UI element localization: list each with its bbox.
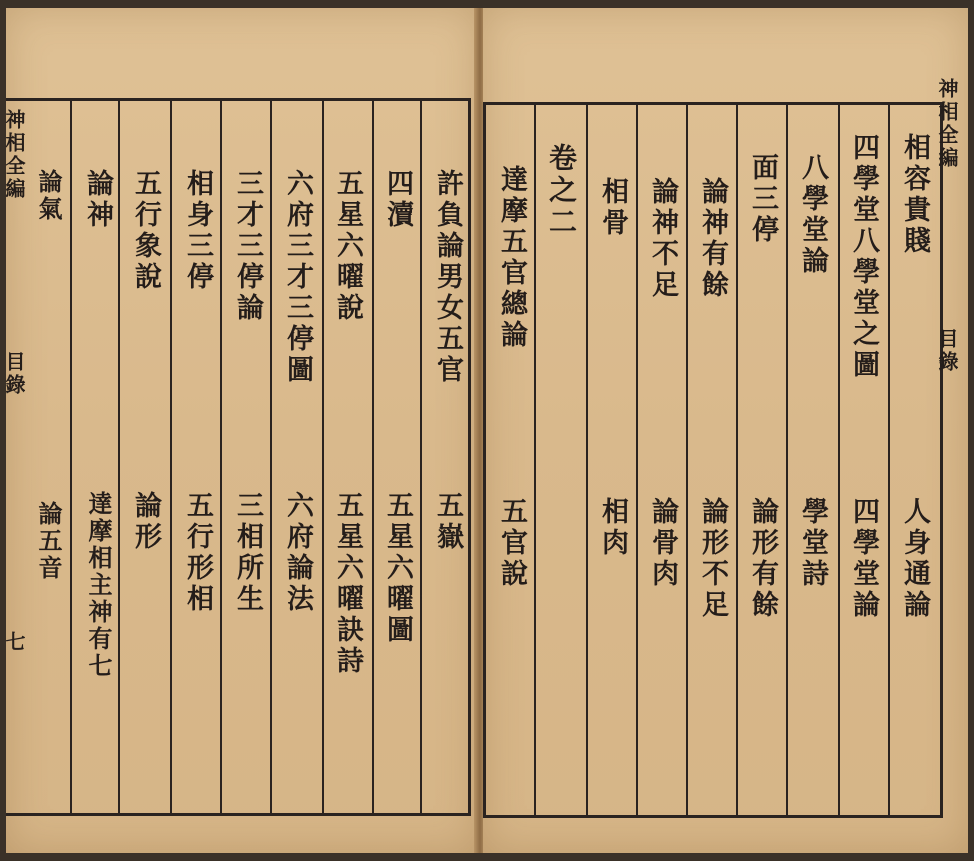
left-col-2-upper: 四瀆 <box>382 169 413 231</box>
left-col-4-upper: 六府三才三停圖 <box>282 169 313 386</box>
right-col-6 <box>639 105 687 815</box>
left-col-8-lower: 達摩相主神有七 <box>84 491 113 680</box>
right-col-5-upper: 論神有餘 <box>697 177 728 301</box>
right-col-9-lower: 五官說 <box>496 497 527 590</box>
right-col-9 <box>488 105 536 815</box>
left-col-9 <box>26 101 74 813</box>
left-col-6-lower: 五行形相 <box>182 491 213 615</box>
left-col-3-upper: 五星六曜說 <box>332 169 363 324</box>
left-edge-strip <box>2 101 26 813</box>
right-col-5 <box>689 105 737 815</box>
right-col-7-upper: 相骨 <box>597 177 628 239</box>
left-col-1-upper: 許負論男女五官 <box>432 169 463 386</box>
right-col-1 <box>891 105 939 815</box>
left-col-9-upper: 論氣 <box>34 169 63 223</box>
right-edge-strip <box>935 78 961 818</box>
left-page <box>2 8 477 853</box>
left-col-6-upper: 相身三停 <box>182 169 213 293</box>
right-col-2-upper: 四學堂八學堂之圖 <box>848 133 879 381</box>
left-col-1-lower: 五嶽 <box>432 491 463 553</box>
right-edge-title: 神相全編 <box>935 78 959 170</box>
left-col-8 <box>74 101 122 813</box>
left-col-3-lower: 五星六曜訣詩 <box>332 491 363 677</box>
right-col-1-upper: 相容貴賤 <box>899 133 930 257</box>
right-col-2-lower: 四學堂論 <box>848 497 879 621</box>
left-page-frame <box>2 98 471 816</box>
right-col-6-lower: 論骨肉 <box>647 497 678 590</box>
left-col-6 <box>174 101 222 813</box>
right-col-9-upper: 達摩五官總論 <box>496 165 527 351</box>
right-col-7-lower: 相肉 <box>597 497 628 559</box>
right-edge-label: 目錄 <box>935 328 959 374</box>
right-col-7 <box>589 105 637 815</box>
left-col-4-lower: 六府論法 <box>282 491 313 615</box>
left-col-9-lower: 論五音 <box>34 501 63 582</box>
left-col-4 <box>274 101 322 813</box>
right-col-3 <box>789 105 837 815</box>
left-edge-label: 目錄 <box>2 351 26 397</box>
right-col-1-lower: 人身通論 <box>899 497 930 621</box>
right-col-4-upper: 面三停 <box>747 153 778 246</box>
right-col-4 <box>739 105 787 815</box>
left-col-7 <box>122 101 170 813</box>
left-col-8-upper: 論神 <box>82 169 113 231</box>
left-col-5-lower: 三相所生 <box>232 491 263 615</box>
right-page <box>483 8 968 853</box>
left-col-1 <box>424 101 472 813</box>
right-col-4-lower: 論形有餘 <box>747 497 778 621</box>
left-col-7-upper: 五行象說 <box>130 169 161 293</box>
right-page-frame <box>483 102 943 818</box>
left-col-3 <box>324 101 372 813</box>
left-col-2-lower: 五星六曜圖 <box>382 491 413 646</box>
right-col-8 <box>537 105 585 815</box>
right-col-2 <box>840 105 888 815</box>
left-col-5 <box>224 101 272 813</box>
right-col-3-upper: 八學堂論 <box>797 153 828 277</box>
right-col-3-lower: 學堂詩 <box>797 497 828 590</box>
left-col-2 <box>374 101 422 813</box>
right-col-8-upper: 卷之二 <box>545 143 578 239</box>
left-edge-title: 神相全編 <box>2 109 26 201</box>
left-col-7-lower: 論形 <box>130 491 161 553</box>
right-col-5-lower: 論形不足 <box>697 497 728 621</box>
left-edge-page-number: 七 <box>2 631 26 654</box>
left-col-5-upper: 三才三停論 <box>232 169 263 324</box>
right-col-6-upper: 論神不足 <box>647 177 678 301</box>
